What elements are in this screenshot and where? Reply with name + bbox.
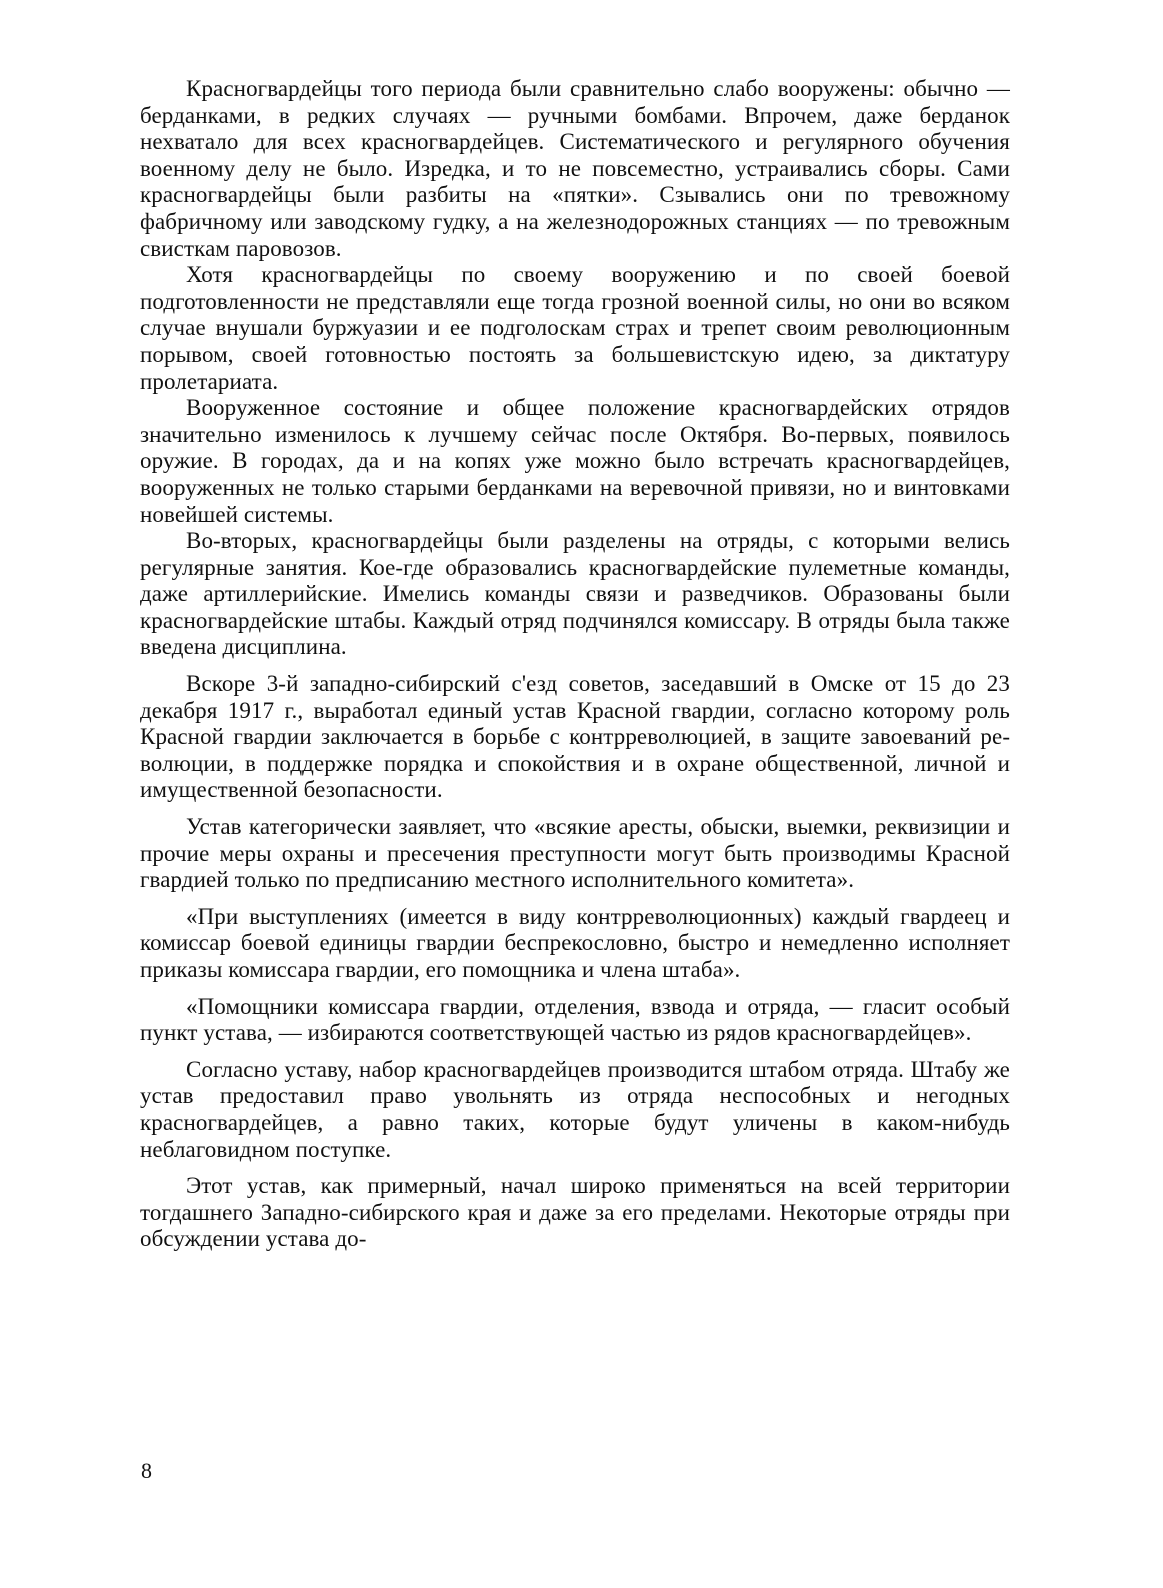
paragraph-9: Согласно уставу, набор красногвардейцев производится штабом отряда. Штабу же устав предоставил право увольнять из отряда неспособных и негодных красногвардейцев, а равно таких, которые будут уличены в каком-нибудь неблаговидном поступке. <box>140 1056 1010 1162</box>
paragraph-1: Красногвардейцы того периода были сравнительно слабо вооружены: обычно — берданками, в редких случаях — ручными бомбами. Впрочем, даже берданок нехватало для всех красногвардейцев. Систематического и регулярного обучения военному делу не было. Изредка, и то не повсеместно, устраивались сборы. Сами красногвардейцы были разбиты на «пятки». Сзывались они по тревожному фабричному или заводскому гудку, а на железнодорожных станциях — по тревожным свисткам паровозов. <box>140 76 1010 261</box>
paragraph-7: «При выступлениях (имеется в виду контрреволюционных) каждый гвардеец и комиссар боевой единицы гвардии беспрекословно, быстро и немедленно исполняет приказы комиссара гвардии, его помощника и члена штаба». <box>140 903 1010 982</box>
paragraph-8: «Помощники комиссара гвардии, отделения, взвода и отряда, — гласит особый пункт устава, — избираются соответствующей частью из рядов красногвардейцев». <box>140 993 1010 1046</box>
paragraph-4: Во-вторых, красногвардейцы были разделены на отряды, с которыми велись регулярные занятия. Кое-где образовались красногвардейские пулеметные команды, даже артиллерийские. Имелись команды связи и разведчиков. Образованы были красногвардейские штабы. Каждый отряд подчинялся комиссару. В отряды была также введена дисциплина. <box>140 528 1010 660</box>
paragraph-5: Вскоре 3-й западно-сибирский с'езд советов, заседавший в Омске от 15 до 23 декабря 1917 г., выработал единый устав Красной гвардии, согласно которому роль Красной гвардии заключается в борьбе с контрреволюцией, в защите завоеваний революции, в поддержке порядка и спокойствия и в охране общественной, личной и имущественной безопасности. <box>140 671 1010 803</box>
page-number: 8 <box>141 1458 152 1483</box>
paragraph-6: Устав категорически заявляет, что «всякие аресты, обыски, выемки, реквизиции и прочие меры охраны и пресечения преступности могут быть производимы Красной гвардией только по предписанию местного исполнительного комитета». <box>140 814 1010 893</box>
paragraph-10: Этот устав, как примерный, начал широко применяться на всей территории тогдашнего Западно-сибирского края и даже за его пределами. Некоторые отряды при обсуждении устава до- <box>140 1173 1010 1252</box>
page-body <box>140 76 1010 1253</box>
paragraph-3: Вооруженное состояние и общее положение красногвардейских отрядов значительно изменилось к лучшему сейчас после Октября. Во-первых, появилось оружие. В городах, да и на копях уже можно было встречать красногвардейцев, вооруженных не только старыми берданками на веревочной привязи, но и винтовками новейшей системы. <box>140 395 1010 527</box>
paragraph-2: Хотя красногвардейцы по своему вооружению и по своей боевой подготовленности не представляли еще тогда грозной военной силы, но они во всяком случае внушали буржуазии и ее подголоскам страх и трепет своим революционным порывом, своей готовностью постоять за большевистскую идею, за диктатуру пролетариата. <box>140 262 1010 394</box>
